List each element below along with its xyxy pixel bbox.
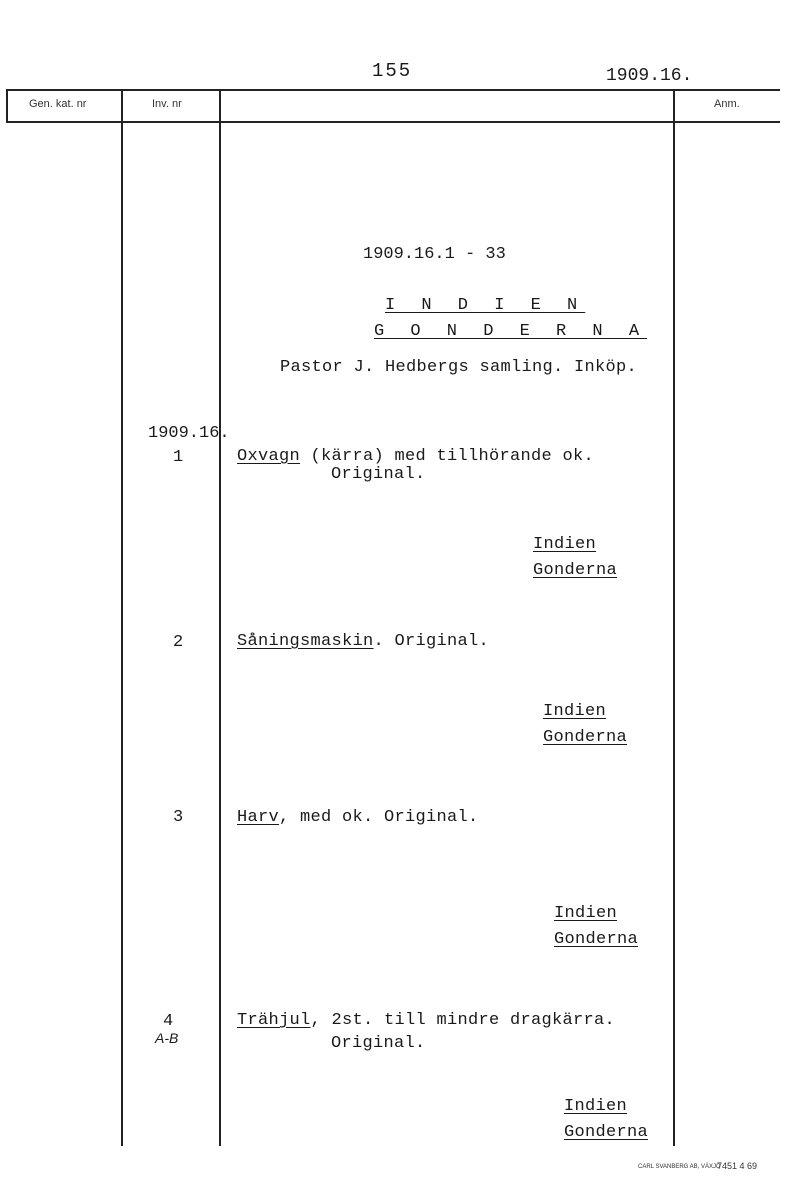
entry-place: Indien [543, 702, 607, 721]
entry-number: 1 [173, 448, 184, 467]
inventory-range: 1909.16.1 - 33 [363, 245, 506, 264]
collection-number: 1909.16. [606, 66, 693, 86]
entry-place: Indien [554, 904, 618, 923]
country-heading: I N D I E N [385, 296, 586, 315]
entry-place: Indien [564, 1097, 628, 1116]
entry-keyword: Trähjul [237, 1011, 311, 1030]
entry-description-rest: . Original. [373, 632, 490, 651]
printer-name: CARL SVANBERG AB, VÄXJÖ [638, 1164, 721, 1170]
column-header-gen-kat: Gen. kat. nr [29, 98, 87, 110]
entry-sub-mark: A-B [155, 1030, 179, 1046]
column-divider-4 [673, 89, 675, 1146]
entry-description-rest: , med ok. Original. [279, 808, 479, 827]
collection-note: Pastor J. Hedbergs samling. Inköp. [280, 358, 638, 377]
entry-place: Indien [533, 535, 597, 554]
entry-description-rest: (kärra) med tillhörande ok. [300, 447, 595, 466]
entry-people: Gonderna [564, 1123, 649, 1142]
entry-description-line2: Original. [331, 465, 426, 484]
entry-number: 3 [173, 808, 184, 827]
people-heading: G O N D E R N A [374, 322, 648, 341]
entry-keyword: Såningsmaskin [237, 632, 374, 651]
entry-keyword: Harv [237, 808, 280, 827]
entry-number: 2 [173, 633, 184, 652]
entry-description [237, 632, 489, 651]
column-divider-1 [6, 89, 8, 122]
group-prefix: 1909.16. [148, 424, 230, 443]
column-divider-3 [219, 89, 221, 1146]
column-header-anm: Anm. [714, 98, 740, 110]
form-code: 7451 4 69 [717, 1161, 758, 1171]
column-header-inv: Inv. nr [152, 98, 182, 110]
entry-description-rest: , 2st. till mindre dragkärra. [310, 1011, 616, 1030]
entry-description [237, 447, 594, 466]
entry-people: Gonderna [554, 930, 639, 949]
column-divider-2 [121, 89, 123, 1146]
entry-keyword: Oxvagn [237, 447, 301, 466]
page-number: 155 [372, 60, 413, 82]
printer-imprint [638, 1164, 721, 1170]
entry-number: 4 [163, 1012, 174, 1031]
entry-people: Gonderna [533, 561, 618, 580]
entry-description-line2: Original. [331, 1034, 426, 1053]
entry-people: Gonderna [543, 728, 628, 747]
entry-description [237, 808, 479, 827]
entry-description [237, 1011, 615, 1030]
